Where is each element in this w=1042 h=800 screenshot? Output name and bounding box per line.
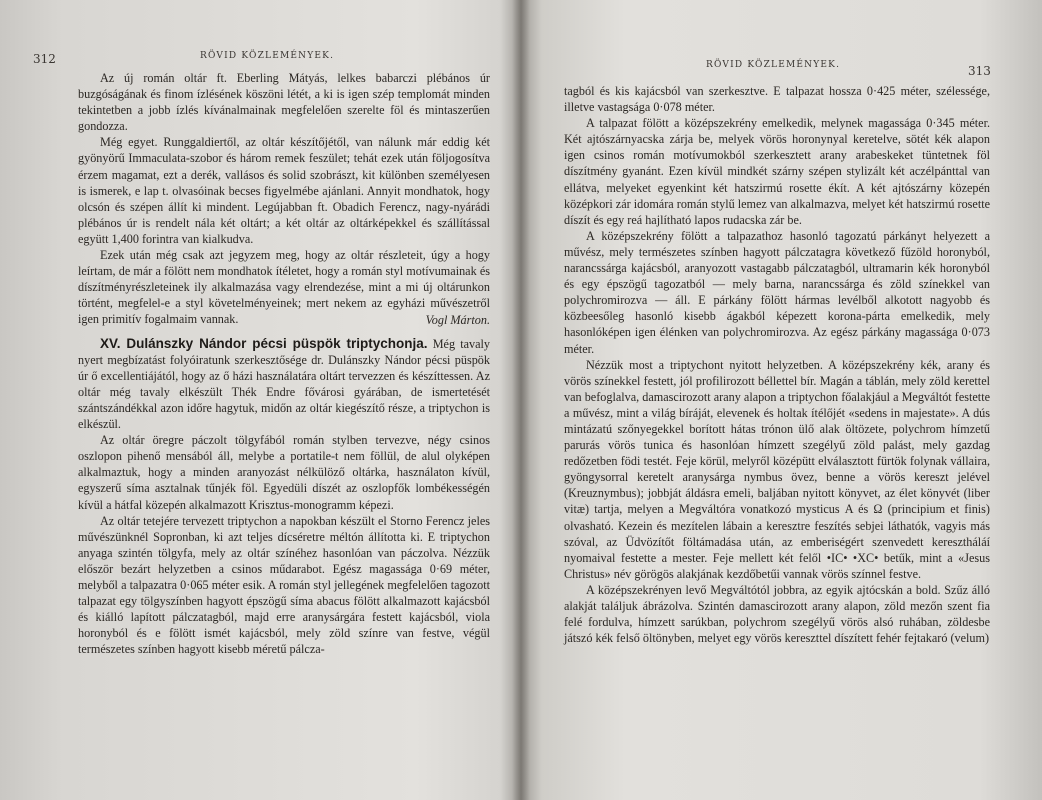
left-text-block [78,70,490,657]
paragraph: A középszekrényen levő Megváltótól jobbra, az egyik ajtócskán a bold. Szűz álló alakját találjuk ábrázolva. Szintén damascirozott arany alapon, zöld mezőn szent fia felé fordulva, hímzett sarúkban, polychrom szegélyű vörös alsó ruhában, zöldesbe játszó kék felső öltönyben, melyet egy vörös kereszttel díszített fehér fejtakaró (velum) [564,582,990,646]
paragraph: Ezek után még csak azt jegyzem meg, hogy az oltár részleteit, úgy a hogy leírtam, de már a fölött nem mondhatok ítéletet, hogy a román styl motívumainak és díszítményrészleteinek ily alkalmazása vagy elrendezése, mint a mi új oltárunkon történt, megfelel-e a styl követelményeinek; mert nekem az egyházi művészetről igen primitív fogalmaim vannak. [78,248,490,327]
section-heading-paragraph [78,336,490,433]
running-head: RÖVID KÖZLEMÉNYEK. [706,60,841,70]
paragraph: Még tavaly nyert megbízatást folyóiratunk szerkesztősége dr. Dulánszky Nándor pécsi püspök úr ő excellentiájától, hogy az ő házi használatára oltárt tervezzen és készíttessen. Az oltár még tavaly elkészült Thék Endre fővárosi gyárában, de ismertetését szántszándékkal azon időre hagytuk, midőn az oltár kiegészítő része, a triptychon is elkészül. [78,336,491,432]
page-number: 313 [968,64,991,78]
paragraph: A középszekrény fölött a talpazathoz hasonló tagozatú párkányt helyezett a művész, mely természetes színben hagyott pálczatagra következő fűzöld horonyból, narancssárga kajácsból, aranyozott vastagabb pálczatagból, ultramarin kék horonyból és egy épszögű tagozatból — mely barna, narancssárga és zöld színekkel van polychromirozva — áll. E párkány fölött hármas levélből alkotott nagyobb és közbeesőleg hasonló kisebb ágakból képezett korona-párta emelkedik, mely hasonlóképen igen élénken van polychromirozva. Az egész párkány magassága 0·073 méter. [564,228,990,356]
right-text-block [564,83,990,646]
page-number: 312 [33,52,56,66]
paragraph: Az oltár tetejére tervezett triptychon a napokban készült el Storno Ferencz jeles művészünknél Sopronban, ki azt teljes dícséretre méltón állította ki. E triptychon anyaga szintén tölgyfa, mely az oltár színéhez hasonlóan van páczolva. Nézzük először bezárt helyzetben a csinos műdarabot. Egész magassága 0·69 méter, melyből a talpazatra 0·065 méter esik. A román styl jellegének megfelelően tagozott talpazat egy tölgyszínben hagyott épszögű síma abacus fölött alkalmazott kajácsból és kiálló lapított pálczatagból, majd erre aranysárgára festett kajácsból, viola horonyból és e fölött ismét kajácsból, mely zöld színre van festve, végül természetes színben hagyott kisebb méretű pálcza- [78,513,490,657]
paragraph: A talpazat fölött a középszekrény emelkedik, melynek magassága 0·345 méter. Két ajtószárnyacska zárja be, melyek vörös horonynyal keretelve, sötét kék alapon igen csinos román motívumokból szerkesztett arany arabeskeket tüntetnek föl díszítmény gyanánt. Ezen kívül mindkét szárny szépen stylizált két aczélpánttal van ellátva, melyeket egyenkint két hatszirmú rosette ékít. A két ajtószárny közepén középkori zár idomára román stylű lemez van alkalmazva, melyet két hatszirmú rosette díszít és egy reá hajlítható lapos rudacska zár be. [564,116,990,227]
paragraph: Még egyet. Runggaldiertől, az oltár készítőjétől, van nálunk már eddig két gyönyörű Immaculata-szobor és három remek feszület; tehát ezek után följogosítva érzem magamat, ezt a derék, vallásos és solid szobrászt, kit különben személyesen is ismerek, e lap t. olvasóinak becses figyelmébe ajánlani. Annyit mondhatok, hogy olcsón és szépen állít ki mindent. Legújabban ft. Obadich Ferencz, nagy-nyárádi plébános úr is rendelt nála két oltárt; a két oltár az oltárképekkel és szállítással együtt 1,400 forintra van kialkudva. [78,135,490,246]
paragraph: Az új román oltár ft. Eberling Mátyás, lelkes babarczi plébános úr buzgóságának és finom ízlésének köszöni létét, a ki is igen szép templomát minden tekintetben a jobb ízlés kívánalmainak megfelelően szerelte föl és mintaszerűen gondozza. [78,71,490,134]
paragraph: tagból és kis kajácsból van szerkesztve. E talpazat hossza 0·425 méter, szélessége, illetve vastagsága 0·078 méter. [564,84,990,115]
section-title: XV. Dulánszky Nándor pécsi püspök triptychonja. [100,335,428,351]
running-head: RÖVID KÖZLEMÉNYEK. [200,51,335,61]
author-signature: Vogl Márton. [425,312,490,327]
paragraph: Nézzük most a triptychont nyitott helyzetben. A középszekrény kék, arany és vörös színekkel festett, jól profilirozott béllettel bír. Magán a táblán, mely zöld kerettel van befoglalva, damascirozott arany alapon a triptychon főalakjául a Megváltót festette a művész, mint a világ bíráját, elevenek és holtak ítélőjét «sedens in majestate». A dús mintázatú szőnyegekkel borított hátas trónon ülő alak öltözete, polychrom hímzetű parurás vörös tunica és hasonlóan hímzett szegélyű zöld palást, mely gazdag redőzetben födi testét. Feje körül, melyről középütt elválasztott fürtök folynak vállaira, gyöngysorral keretelt aranysárga nymbus övez, benne a vörös kereszt jelével (Kreuznymbus); jobbját áldásra emeli, baljában nyitott könyvet, az élet könyvét (liber vitæ) tartja, melyen a Megváltóra vonatkozó mysticus Α és Ω (principium et finis) olvasható. Kezein és mezítelen lábain a keresztre feszítés sebjei láthatók, vagyis más szóval, az Üdvözítőt föltámadása után, az emberiségért szenvedett keresztháláí nyomaival festette a mester. Feje mellett két felől •IC• •XC• betűk, mint a «Jesus Christus» név görögös alakjának kezdőbetűi vannak vörös színnel festve. [564,357,990,581]
paragraph: Az oltár öregre páczolt tölgyfából román stylben tervezve, négy csinos oszlopon pihenő mensából áll, melybe a portatile-t nem föllül, de alul olyképen alkalmaztuk, hogy a minden aranyozást nélkülöző oltárka, használaton kívül, egyszerű síma asztalnak tűnjék föl. Egyedüli díszét az oszlopfők lombékességén kívül a hátfal közepén alkalmazott Krisztus-monogramm képezi. [78,433,490,512]
right-page [521,0,1042,800]
